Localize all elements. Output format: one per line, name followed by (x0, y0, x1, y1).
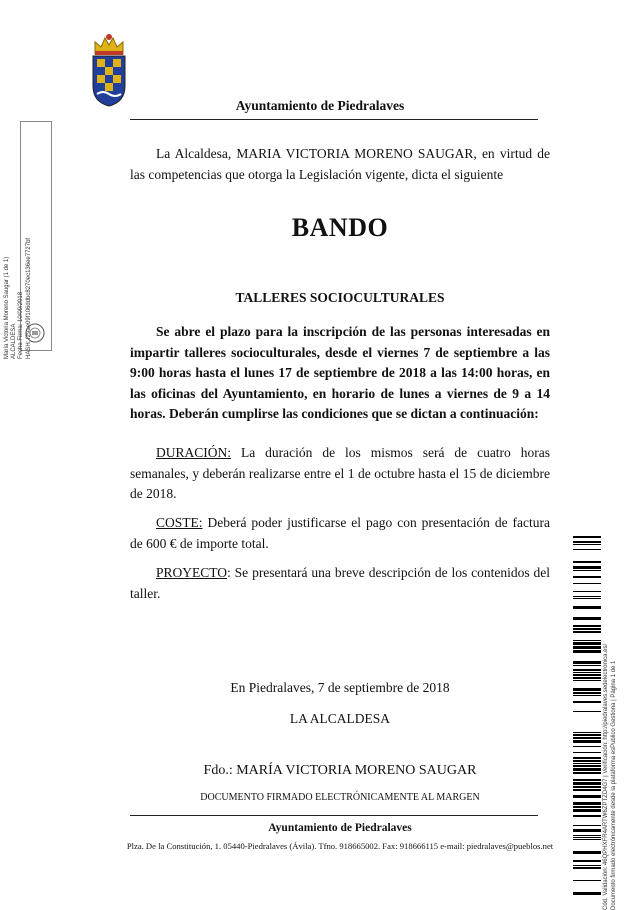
csv-verification-text (603, 590, 633, 910)
duracion-paragraph (130, 443, 550, 505)
announcement-paragraph: Se abre el plazo para la inscripción de las personas interesadas en impartir talleres socioculturales, desde el viernes 7 de septiembre a las 9:00 horas hasta el lunes 17 de septiembre de 2018 a las 14:00 horas, en las oficinas del Ayuntamiento, en horario de lunes a viernes de 9 a 14 horas. Deberán cumplirse las condiciones que se dictan a continuación: (130, 324, 550, 421)
seal-icon (24, 322, 46, 344)
signature-line: HASH: f29ae09f106ddbc8270ec136ee7727bf (25, 237, 32, 359)
signature-line: María Victoria Moreno Saugar (1 de 1) (4, 256, 10, 359)
footer-divider (130, 815, 538, 816)
signer-role: LA ALCALDESA (289, 711, 391, 726)
csv-line: Cód. Validación: 46QPHXFR4ARTW6ZPTZD4G7 | Verificación: http://piedralaves.sedelectronica.es/ (603, 643, 609, 910)
proyecto-text: : Se presentará una breve descripción de los contenidos del taller. (130, 565, 550, 601)
document-title: BANDO (291, 213, 389, 242)
coste-text: Deberá poder justificarse el pago con presentación de factura de 600 € de importe total. (130, 515, 550, 551)
intro-paragraph: La Alcaldesa, MARIA VICTORIA MORENO SAUGAR, en virtud de las competencias que otorga la Legislación vigente, dicta el siguiente (130, 146, 550, 182)
coste-label: COSTE: (156, 515, 203, 530)
csv-line: Documento firmado electrónicamente desde la plataforma esPublico Gestiona | Página 1 de 1 (610, 660, 617, 910)
coat-of-arms-icon (89, 32, 129, 108)
signature-line: Fecha Firma: 10/09/2018 (18, 291, 25, 359)
footer-address: Plza. De la Constitución, 1. 05440-Piedralaves (Ávila). Tfno. 918665002. Fax: 918666115 e-mail: piedralaves@pueblos.net (126, 841, 554, 851)
proyecto-paragraph (130, 563, 550, 604)
proyecto-label: PROYECTO (156, 565, 228, 580)
signer-name: Fdo.: MARÍA VICTORIA MORENO SAUGAR (203, 763, 477, 778)
header-title: Ayuntamiento de Piedralaves (235, 98, 405, 113)
signature-line: ALCALDESA (11, 323, 18, 359)
coste-paragraph (130, 513, 550, 554)
barcode-icon (573, 536, 601, 896)
signed-caption: DOCUMENTO FIRMADO ELECTRÓNICAMENTE AL MARGEN (200, 792, 480, 803)
document-subtitle: TALLERES SOCIOCULTURALES (235, 290, 445, 305)
duracion-label: DURACIÓN: (156, 445, 232, 460)
header-divider (130, 119, 538, 120)
duracion-text: La duración de los mismos será de cuatro horas semanales, y deberán realizarse entre el 1 de octubre hasta el 15 de diciembre de 2018. (130, 445, 550, 501)
date-line: En Piedralaves, 7 de septiembre de 2018 (230, 680, 450, 695)
footer-title: Ayuntamiento de Piedralaves (268, 822, 412, 834)
